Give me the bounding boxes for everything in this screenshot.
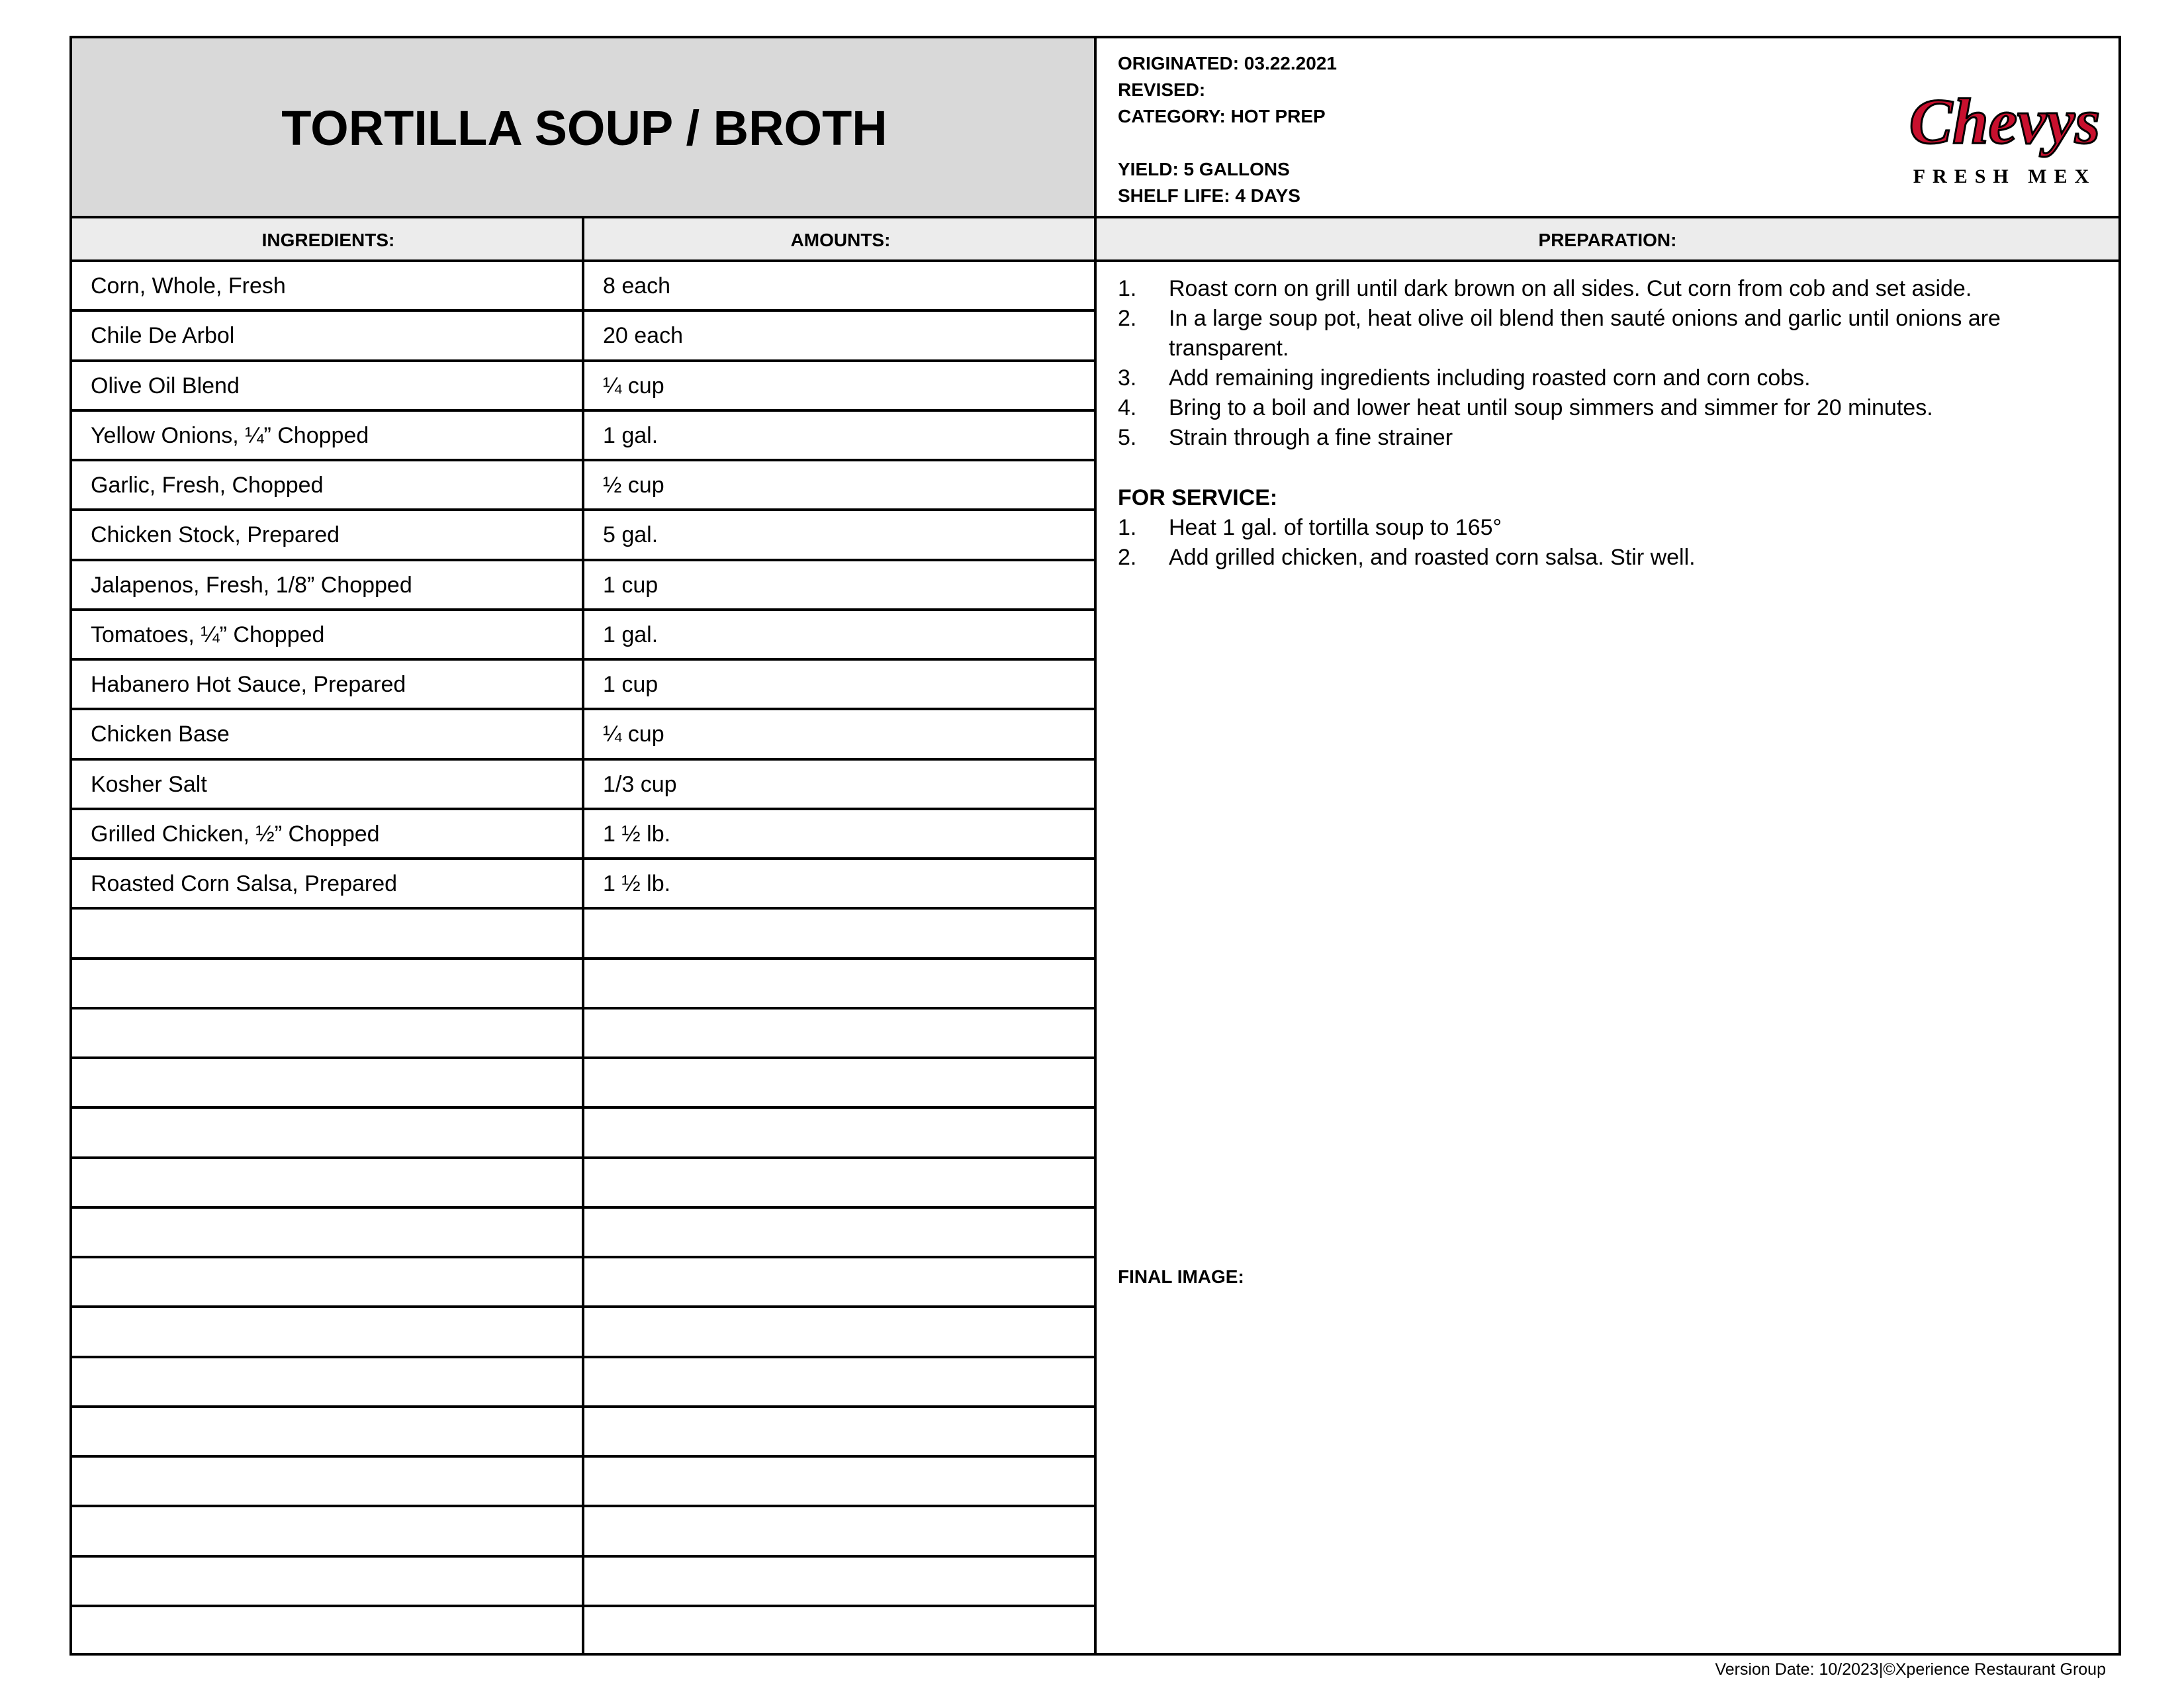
chevys-logo [1905, 65, 2104, 191]
row-divider [72, 1007, 1094, 1009]
preparation-divider [1094, 38, 1097, 1653]
recipe-meta [1118, 50, 1337, 209]
ingredient-amount: 1 cup [603, 671, 659, 697]
ingredient-name: Grilled Chicken, ½” Chopped [91, 821, 380, 847]
shelf-life: SHELF LIFE: 4 DAYS [1118, 185, 1300, 206]
ingredient-name: Habanero Hot Sauce, Prepared [91, 671, 406, 697]
prep-step: 2. In a large soup pot, heat olive oil blend then sauté onions and garlic until onions are transparent. [1118, 306, 2001, 361]
row-divider [72, 1356, 1094, 1358]
amounts-header: AMOUNTS: [790, 230, 891, 250]
row-divider [72, 1455, 1094, 1458]
row-divider [72, 1555, 1094, 1558]
ingredients-header: INGREDIENTS: [261, 230, 395, 250]
ingredient-name: Garlic, Fresh, Chopped [91, 472, 324, 498]
ingredient-amount: 1 ½ lb. [603, 821, 671, 847]
row-divider [72, 758, 1094, 761]
recipe-card [69, 36, 2121, 1656]
row-divider [72, 1605, 1094, 1607]
logo-tagline: FRESH MEX [1913, 165, 2097, 187]
logo-wordmark: Chevys [1909, 86, 2101, 158]
row-divider [72, 1056, 1094, 1059]
ingredient-name: Tomatoes, ¼” Chopped [91, 622, 325, 647]
ingredient-name: Roasted Corn Salsa, Prepared [91, 870, 398, 896]
row-divider [72, 1206, 1094, 1209]
row-divider [72, 957, 1094, 960]
ingredient-amount: 1 gal. [603, 422, 659, 448]
row-divider [72, 1305, 1094, 1308]
ingredient-name: Corn, Whole, Fresh [91, 273, 286, 299]
for-service-heading: FOR SERVICE: [1118, 485, 1278, 510]
row-divider [72, 1156, 1094, 1159]
ingredient-name: Yellow Onions, ¼” Chopped [91, 422, 369, 448]
ingredient-amount: 1 ½ lb. [603, 870, 671, 896]
ingredient-name: Kosher Salt [91, 771, 207, 797]
amount-divider [582, 216, 584, 1653]
originated-date: ORIGINATED: 03.22.2021 [1118, 53, 1337, 73]
prep-step: 1. Roast corn on grill until dark brown on all sides. Cut corn from cob and set aside. [1118, 276, 1972, 301]
ingredient-amount: 5 gal. [603, 522, 659, 547]
service-step: 2. Add grilled chicken, and roasted corn salsa. Stir well. [1118, 545, 1696, 570]
version-footer: Version Date: 10/2023|©Xperience Restaurant Group [1715, 1660, 2106, 1679]
ingredient-amount: ¼ cup [603, 721, 664, 747]
recipe-title: TORTILLA SOUP / BROTH [281, 100, 887, 156]
row-divider [72, 1256, 1094, 1258]
ingredient-amount: 20 each [603, 322, 683, 348]
ingredient-name: Jalapenos, Fresh, 1/8” Chopped [91, 572, 412, 598]
ingredient-amount: 1 cup [603, 572, 659, 598]
row-divider [72, 1405, 1094, 1408]
yield: YIELD: 5 GALLONS [1118, 159, 1290, 179]
final-image-label: FINAL IMAGE: [1118, 1266, 1244, 1287]
ingredient-name: Olive Oil Blend [91, 373, 240, 399]
ingredient-name: Chile De Arbol [91, 322, 235, 348]
ingredient-amount: 1 gal. [603, 622, 659, 647]
category: CATEGORY: HOT PREP [1118, 106, 1326, 126]
ingredient-amount: 8 each [603, 273, 671, 299]
prep-step: 5. Strain through a fine strainer [1118, 425, 1453, 450]
revised-date: REVISED: [1118, 79, 1206, 100]
prep-step: 3. Add remaining ingredients including roasted corn and corn cobs. [1118, 365, 1811, 391]
preparation-header: PREPARATION: [1538, 230, 1677, 250]
prep-step: 4. Bring to a boil and lower heat until soup simmers and simmer for 20 minutes. [1118, 395, 1933, 420]
service-step: 1. Heat 1 gal. of tortilla soup to 165° [1118, 515, 1502, 540]
ingredient-name: Chicken Stock, Prepared [91, 522, 340, 547]
ingredient-amount: 1/3 cup [603, 771, 677, 797]
preparation-steps [1118, 274, 2097, 573]
row-divider [72, 1106, 1094, 1109]
ingredient-amount: ¼ cup [603, 373, 664, 399]
ingredient-name: Chicken Base [91, 721, 230, 747]
ingredient-amount: ½ cup [603, 472, 664, 498]
row-divider [72, 1505, 1094, 1507]
